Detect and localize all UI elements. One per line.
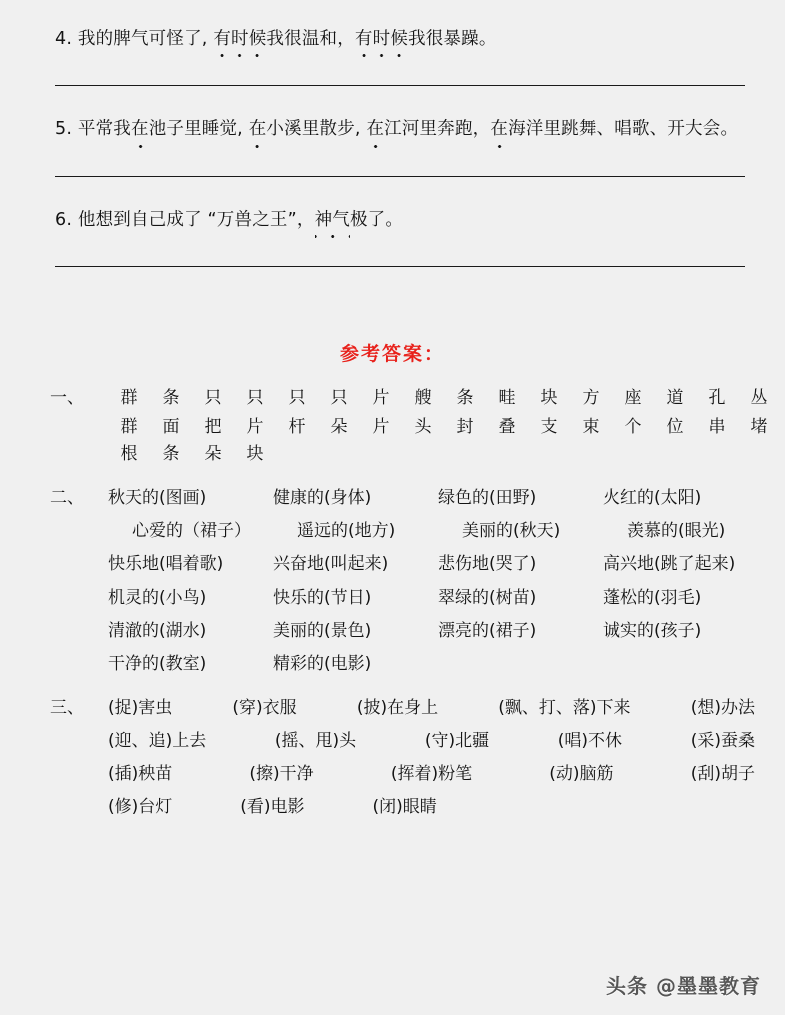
section2-row-5-items	[108, 619, 768, 643]
answer-cell: 条	[162, 387, 180, 408]
site-watermark: 头条 @墨墨教育	[606, 974, 761, 998]
section2-row-3-indent	[50, 552, 108, 576]
section3-row-1-items	[108, 696, 755, 720]
answer-cell: 条	[456, 387, 474, 408]
answer-phrase: (修)台灯	[108, 797, 173, 818]
question-6-body	[78, 210, 403, 230]
question-5-number: 5.	[55, 119, 73, 140]
section2-row-6	[50, 652, 755, 676]
answer-cell: 个	[624, 416, 642, 437]
answer-cell: 串	[708, 416, 726, 437]
answer-cell: 块	[246, 444, 264, 464]
answer-cell: 片	[372, 387, 390, 408]
answer-cell: 群	[120, 416, 138, 437]
section2-row-6-indent	[50, 652, 108, 676]
section2-lead: 二、	[50, 488, 84, 509]
q5-emphasis-1: 在	[131, 116, 149, 142]
answer-cell: 群	[120, 387, 138, 408]
section1-row-2	[50, 415, 768, 439]
answer-phrase: 清澈的(湖水)	[108, 620, 207, 641]
q5-seg-0: 平常我	[77, 119, 131, 140]
answer-phrase: 快乐地(唱着歌)	[108, 554, 224, 575]
section2-row-2-items	[132, 519, 785, 543]
answer-phrase: 翠绿的(树苗)	[438, 587, 537, 608]
answer-phrase: 秋天的(图画)	[108, 488, 207, 509]
section2-row-2-extra-indent	[108, 519, 132, 543]
answer-phrase: 美丽的(景色)	[273, 620, 372, 641]
answer-phrase: (迎、追)上去	[108, 731, 207, 751]
section3-row-2-indent	[50, 729, 108, 753]
q6-emphasis-1: 神气	[315, 207, 350, 233]
answer-phrase: (动)脑筋	[549, 764, 614, 785]
answer-cell: 束	[582, 416, 600, 437]
answer-section-1	[0, 386, 785, 466]
q5-emphasis-3: 在	[249, 116, 267, 142]
q5-seg-2: 池子里睡觉,	[148, 119, 249, 140]
answer-phrase: 悲伤地(哭了)	[438, 554, 537, 575]
answer-cell: 只	[204, 387, 222, 408]
answer-cell: 道	[666, 387, 684, 408]
section1-row-1	[50, 386, 768, 410]
section1-row-1-cells	[108, 386, 780, 410]
section2-row-2	[50, 519, 755, 543]
answer-cell: 头	[414, 416, 432, 437]
section1-row-3-indent	[50, 442, 108, 466]
answer-phrase: (想)办法	[690, 697, 755, 718]
question-6	[55, 207, 745, 267]
answer-phrase: 健康的(身体)	[273, 488, 372, 509]
answer-phrase: (看)电影	[240, 797, 305, 818]
q5-emphasis-7: 在	[490, 116, 508, 142]
question-5-text	[55, 116, 745, 142]
section2-row-2-indent	[50, 519, 108, 543]
answer-phrase: (穿)衣服	[232, 697, 297, 718]
section1-row-2-cells	[108, 415, 780, 439]
section3-row-4	[50, 795, 755, 819]
answer-cell: 根	[120, 444, 138, 464]
answer-cell: 条	[162, 444, 180, 464]
answer-phrase: (唱)不休	[557, 731, 623, 751]
answer-cell: 块	[540, 387, 558, 408]
gap	[172, 795, 240, 819]
q5-seg-4: 小溪里散步,	[266, 119, 367, 140]
section2-row-4-items	[108, 586, 768, 610]
q5-seg-6: 江河里奔跑，	[384, 119, 491, 140]
question-4-number: 4.	[55, 29, 73, 49]
question-4	[55, 26, 745, 86]
answer-cell: 只	[246, 387, 264, 408]
answer-cell: 封	[456, 416, 474, 437]
section2-row-5-indent	[50, 619, 108, 643]
answer-phrase: (刮)胡子	[690, 764, 755, 785]
answer-phrase: (闭)眼睛	[372, 797, 437, 818]
section3-row-3-indent	[50, 762, 108, 786]
answer-phrase: (守)北疆	[424, 731, 490, 751]
section2-row-5	[50, 619, 755, 643]
answer-cell: 面	[162, 416, 180, 437]
answer-phrase: 快乐的(节日)	[273, 587, 372, 608]
answer-phrase: (飘、打、落)下来	[498, 697, 631, 718]
answer-phrase: (挥着)粉笔	[390, 764, 473, 785]
section3-lead: 三、	[50, 697, 84, 718]
answer-cell: 孔	[708, 387, 726, 408]
answer-phrase: 羡慕的(眼光)	[627, 521, 726, 542]
answer-cell: 片	[246, 416, 264, 437]
answer-phrase: (披)在身上	[356, 697, 439, 718]
answer-phrase: 机灵的(小鸟)	[108, 587, 207, 608]
question-5-body	[78, 119, 738, 139]
answer-phrase: (擦)干净	[249, 764, 314, 785]
section3-row-3-items	[108, 762, 755, 786]
section3-row-4-indent	[50, 795, 108, 819]
section1-lead: 一、	[50, 387, 84, 408]
answer-cell: 位	[666, 416, 684, 437]
answer-phrase: 绿色的(田野)	[438, 488, 537, 509]
answer-phrase: 高兴地(跳了起来)	[603, 554, 736, 575]
question-4-text	[55, 26, 745, 52]
section2-row-6-items	[108, 652, 755, 676]
answer-phrase: 漂亮的(裙子)	[438, 620, 537, 641]
section1-row-2-indent	[50, 415, 108, 439]
answer-phrase: (摇、甩)头	[274, 731, 357, 751]
answer-cell: 朵	[204, 444, 222, 464]
answer-cell: 只	[288, 387, 306, 408]
answer-cell: 杆	[288, 416, 306, 437]
answer-phrase: 蓬松的(羽毛)	[603, 587, 702, 608]
answer-phrase: 遥远的(地方)	[297, 521, 396, 542]
section3-row-3	[50, 762, 755, 786]
gap	[305, 795, 373, 819]
section2-row-1	[50, 486, 755, 510]
q4-seg-4: 我很暴躁。	[408, 29, 497, 49]
answer-cell: 把	[204, 416, 222, 437]
section1-row-3-cells	[108, 442, 755, 466]
answer-section-3	[0, 696, 785, 820]
answer-cell: 座	[624, 387, 642, 408]
answer-cell: 朵	[330, 416, 348, 437]
section3-row-2	[50, 729, 755, 753]
section2-row-3-items	[108, 552, 768, 576]
q6-seg-0: 他想到自己成了 “万兽之王”，	[77, 209, 315, 230]
section3-row-1	[50, 696, 755, 720]
answer-cell: 支	[540, 416, 558, 437]
answer-phrase: 精彩的(电影)	[273, 653, 372, 674]
answer-cell: 只	[330, 387, 348, 408]
spacer-5-6	[55, 177, 745, 207]
section2-row-4-indent	[50, 586, 108, 610]
section3-row-4-items	[108, 795, 755, 819]
questions-section	[0, 0, 785, 267]
section1-row-3	[50, 442, 755, 466]
question-6-text	[55, 207, 745, 233]
answer-cell: 畦	[498, 387, 516, 408]
question-6-number: 6.	[55, 209, 73, 230]
answer-phrase: 兴奋地(叫起来)	[273, 554, 389, 575]
q4-emphasis-1: 有时候	[213, 26, 266, 52]
answer-phrase: (采)蚕桑	[690, 731, 755, 751]
answer-cell: 叠	[498, 416, 516, 437]
answer-phrase: 美丽的(秋天)	[462, 521, 561, 542]
q6-seg-2: 极了。	[349, 209, 404, 230]
answer-phrase: 诚实的(孩子)	[603, 620, 702, 641]
spacer-4-5	[55, 86, 745, 116]
q4-seg-0: 我的脾气可怪了,	[77, 29, 214, 49]
question-4-body	[78, 29, 497, 49]
q5-emphasis-5: 在	[366, 116, 384, 142]
q4-seg-2: 我很温和，	[266, 29, 355, 49]
answer-phrase: (插)秧苗	[108, 764, 173, 785]
answer-phrase: 干净的(教室)	[108, 653, 207, 674]
answer-cell: 丛	[750, 387, 768, 408]
answer-key-title: 参考答案：	[339, 342, 445, 365]
answer-cell: 艘	[414, 387, 432, 408]
answer-phrase: 火红的(太阳)	[603, 488, 702, 509]
section2-row-1-items	[108, 486, 768, 510]
q4-emphasis-3: 有时候	[355, 26, 408, 52]
answer-section-2	[0, 486, 785, 676]
section3-row-2-items	[108, 729, 755, 753]
section2-row-3	[50, 552, 755, 576]
answer-phrase: (捉)害虫	[108, 697, 173, 718]
answer-cell: 方	[582, 387, 600, 408]
q5-seg-8: 海洋里跳舞、唱歌、开大会。	[508, 119, 739, 140]
answer-phrase: 心爱的（裙子）	[132, 521, 251, 542]
answer-cell: 堵	[750, 416, 768, 437]
section2-row-4	[50, 586, 755, 610]
question-5	[55, 116, 745, 176]
answer-cell: 片	[372, 416, 390, 437]
answer-line-6[interactable]	[55, 266, 745, 267]
